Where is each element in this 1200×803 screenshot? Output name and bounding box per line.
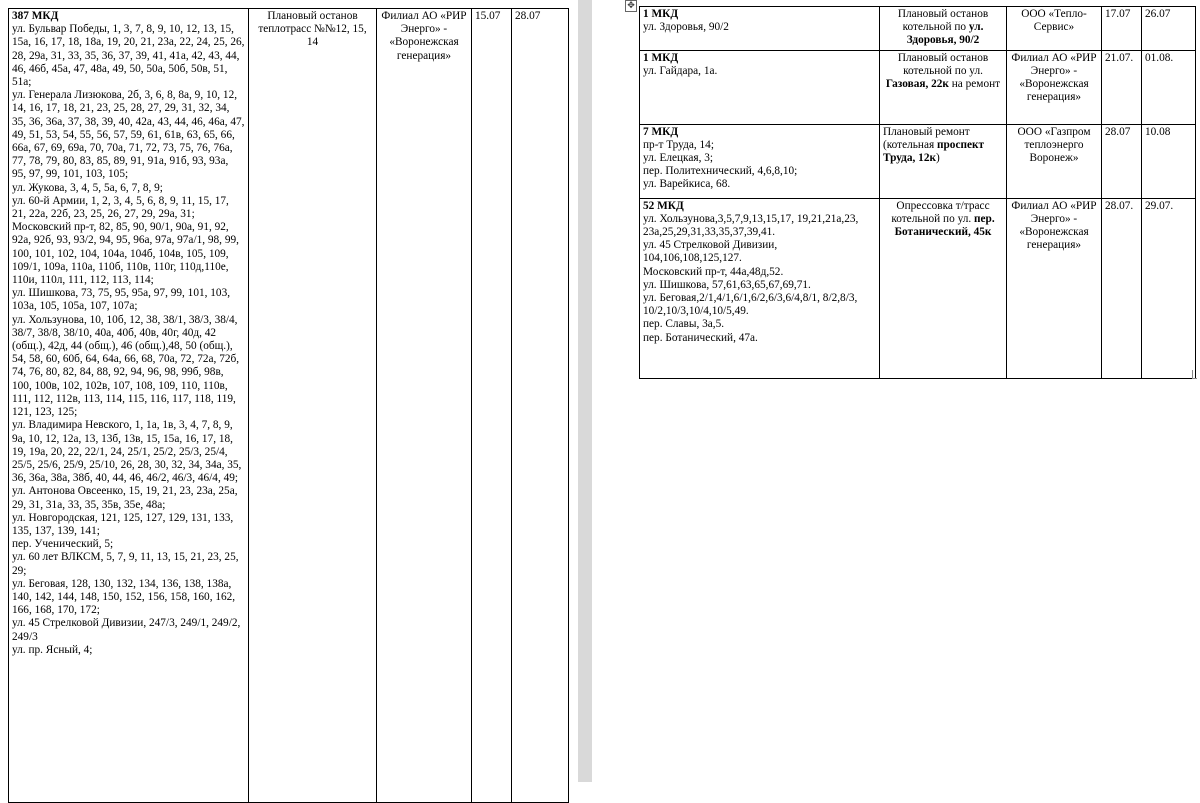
end-date: 28.07: [515, 10, 541, 22]
org-text: ООО «Тепло-Сервис»: [1021, 8, 1087, 34]
org-text: Филиал АО «РИР Энерго» - «Воронежская генерация»: [1011, 199, 1097, 252]
start-date-cell[interactable]: [1102, 124, 1142, 198]
work-cell[interactable]: [880, 198, 1007, 378]
end-date-cell[interactable]: [1142, 7, 1196, 51]
table-row: [640, 124, 1196, 198]
address-line: пер. Политехнический, 4,6,8,10;: [643, 165, 798, 178]
work-text: Плановый ремонт (котельная: [883, 125, 970, 151]
work-cell[interactable]: [880, 50, 1007, 124]
address-line: пер. Славы, 3а,5.: [643, 318, 725, 331]
address-cell[interactable]: [640, 50, 880, 124]
address-line: ул. Владимира Невского, 1, 1а, 1в, 3, 4, 7, 8, 9, 9а, 10, 12, 12а, 13, 13б, 13в, 15, 15а, 16, 17, 18, 19, 19а, 20, 22, 22/1, 24, 25/1, 25/2, 25/3, 25/4, 25/5, 25/6, 25/9, 25/10, 26, 28, 30, 32, 34, 34а, 35, 36, 36а, 38а, 38б, 40, 44, 46, 46/2, 46/3, 46/4, 49;: [12, 419, 242, 485]
end-date-cell[interactable]: [1142, 124, 1196, 198]
start-date: 15.07: [475, 10, 501, 22]
address-line: ул. Хользунова,3,5,7,9,13,15,17, 19,21,21а,23, 23а,25,29,31,33,35,37,39,41.: [643, 212, 859, 239]
address-line: Московский пр-т, 82, 85, 90, 90/1, 90а, 91, 92, 92а, 92б, 93, 93/2, 94, 95, 96а, 97а, 97а/1, 98, 99, 100, 101, 102, 104, 104а, 104б, 104в, 105, 109, 109/1, 109а, 110а, 110б, 110в, 110г, 110д,110е, 110и, 110л, 111, 112, 113, 114;: [12, 221, 239, 287]
org-cell[interactable]: [1007, 124, 1102, 198]
work-cell[interactable]: [880, 7, 1007, 51]
address-line: пр-т Труда, 14;: [643, 138, 714, 151]
org-text: ООО «Газпром теплоэнерго Воронеж»: [1017, 125, 1091, 165]
page-gutter: [578, 0, 592, 782]
table-move-icon[interactable]: ✥: [625, 0, 637, 12]
end-date: 26.07: [1145, 8, 1171, 20]
building-count: 7 МКД: [643, 125, 679, 138]
work-location: Газовая, 22к: [885, 78, 949, 91]
address-cell[interactable]: [9, 9, 249, 803]
work-location: ул. Здоровья, 90/2: [906, 21, 984, 47]
address-line: Московский пр-т, 44а,48д,52.: [643, 265, 784, 278]
address-line: ул. 60-й Армии, 1, 2, 3, 4, 5, 6, 8, 9, 11, 15, 17, 21, 22а, 22б, 23, 25, 26, 27, 29, 29а, 31;: [12, 194, 229, 221]
work-text: Плановый останов котельной по: [897, 8, 989, 34]
start-date: 28.07.: [1105, 199, 1134, 212]
table-row: [640, 7, 1196, 51]
org-cell[interactable]: [1007, 198, 1102, 378]
address-line: ул. Генерала Лизюкова, 2б, 3, 6, 8, 8а, 9, 10, 12, 14, 16, 17, 18, 21, 23, 25, 28, 27, 29, 31, 32, 34, 35, 36, 36а, 37, 38, 39, 40, 42а, 43, 44, 46, 46а, 47, 49, 51, 53, 54, 55, 56, 57, 59, 61, 61в, 63, 65, 66, 66а, 67, 69, 69а, 70, 70а, 71, 72, 73, 75, 76, 76а, 77, 78, 79, 80, 83, 85, 89, 91, 91а, 91б, 93, 93а, 95, 97, 99, 101, 103, 105;: [12, 89, 245, 181]
end-date: 29.07.: [1145, 199, 1174, 212]
table-row: [9, 9, 569, 803]
building-count: 387 МКД: [12, 10, 59, 22]
table-row: [640, 198, 1196, 378]
address-line: ул. Елецкая, 3;: [643, 152, 713, 165]
start-date-cell[interactable]: [1102, 198, 1142, 378]
outage-table-left: [8, 8, 569, 803]
address-line: ул. Антонова Овсеенко, 15, 19, 21, 23, 23а, 25а, 29, 31, 31а, 33, 35, 35в, 35е, 48а;: [12, 485, 238, 511]
address-line: ул. Варейкиса, 68.: [643, 178, 731, 191]
work-tail: на ремонт: [948, 78, 1001, 91]
end-date: 01.08.: [1145, 51, 1174, 64]
work-text: Плановый останов теплотрасс №№12, 15, 14: [258, 10, 367, 49]
outage-table-right: [639, 6, 1196, 379]
org-cell[interactable]: [377, 9, 472, 803]
org-cell[interactable]: [1007, 7, 1102, 51]
end-of-cell-mark: [1192, 370, 1197, 379]
address-line: пер. Ботанический, 47а.: [643, 331, 758, 344]
address-line: ул. Здоровья, 90/2: [643, 21, 729, 34]
work-location: проспект Труда, 12к: [883, 138, 985, 165]
end-date-cell[interactable]: [1142, 50, 1196, 124]
building-count: 1 МКД: [643, 8, 679, 20]
address-line: ул. Беговая, 128, 130, 132, 134, 136, 138, 138а, 140, 142, 144, 148, 150, 152, 156, 158, 160, 162, 166, 168, 170, 172;: [12, 577, 236, 617]
address-line: ул. Беговая,2/1,4/1,6/1,6/2,6/3,6/4,8/1, 8/2,8/3, 10/2,10/3,10/4,10/5,49.: [643, 292, 858, 318]
address-line: ул. Гайдара, 1а.: [643, 64, 718, 77]
work-location: пер. Ботанический, 45к: [894, 212, 995, 239]
start-date: 17.07: [1105, 8, 1131, 20]
end-date: 10.08: [1145, 125, 1171, 138]
work-cell[interactable]: [880, 124, 1007, 198]
work-text: Опрессовка т/трасс котельной по ул.: [891, 199, 990, 225]
start-date-cell[interactable]: [472, 9, 512, 803]
org-cell[interactable]: [1007, 50, 1102, 124]
address-line: пер. Ученический, 5;: [12, 538, 114, 551]
start-date-cell[interactable]: [1102, 7, 1142, 51]
start-date: 21.07.: [1105, 51, 1134, 64]
address-line: ул. Бульвар Победы, 1, 3, 7, 8, 9, 10, 12, 13, 15, 15а, 16, 17, 18, 18а, 19, 20, 21, 23а, 22, 24, 25, 26, 28, 29а, 31, 33, 35, 36, 37, 39, 41, 41а, 42, 43, 44, 46, 46б, 45а, 47, 48а, 49, 50, 50а, 50б, 50в, 51, 51а;: [12, 23, 245, 89]
address-line: ул. Хользунова, 10, 10б, 12, 38, 38/1, 38/3, 38/4, 38/7, 38/8, 38/10, 40а, 40б, 40в, 40г, 40д, 42 (общ.), 42д, 44 (общ.), 46 (общ.),48, 50 (общ.), 54, 58, 60, 60б, 64, 64а, 66, 68, 70а, 72, 72а, 72б, 74, 76, 80, 82, 84, 88, 92, 94, 96, 98, 99б, 98в, 100, 100в, 102, 102в, 107, 108, 109, 110, 110в, 111, 112, 112в, 113, 114, 115, 116, 117, 118, 119, 121, 123, 125;: [12, 313, 240, 419]
start-date: 28.07: [1105, 125, 1131, 138]
address-line: ул. Жукова, 3, 4, 5, 5а, 6, 7, 8, 9;: [12, 181, 163, 194]
table-row: [640, 50, 1196, 124]
building-count: 1 МКД: [643, 51, 679, 64]
building-count: 52 МКД: [643, 199, 684, 212]
address-line: ул. 45 Стрелковой Дивизии, 247/3, 249/1, 249/2, 249/3: [12, 617, 241, 643]
address-cell[interactable]: [640, 7, 880, 51]
work-text: Плановый останов котельной по ул.: [897, 51, 989, 77]
start-date-cell[interactable]: [1102, 50, 1142, 124]
end-date-cell[interactable]: [512, 9, 569, 803]
address-cell[interactable]: [640, 124, 880, 198]
end-date-cell[interactable]: [1142, 198, 1196, 378]
org-text: Филиал АО «РИР Энерго» - «Воронежская генерация»: [1011, 51, 1097, 104]
address-cell[interactable]: [640, 198, 880, 378]
address-line: ул. пр. Ясный, 4;: [12, 643, 93, 656]
address-line: ул. Шишкова, 73, 75, 95, 95а, 97, 99, 101, 103, 103а, 105, 105а, 107, 107а;: [12, 287, 231, 313]
address-line: ул. 45 Стрелковой Дивизии, 104,106,108,125,127.: [643, 239, 778, 265]
work-tail: ): [936, 152, 940, 165]
address-line: ул. Новгородская, 121, 125, 127, 129, 131, 133, 135, 137, 139, 141;: [12, 511, 234, 537]
address-line: ул. 60 лет ВЛКСМ, 5, 7, 9, 11, 13, 15, 21, 23, 25, 29;: [12, 551, 239, 577]
org-text: Филиал АО «РИР Энерго» - «Воронежская генерация»: [381, 10, 467, 62]
work-cell[interactable]: [249, 9, 377, 803]
address-line: ул. Шишкова, 57,61,63,65,67,69,71.: [643, 278, 811, 291]
